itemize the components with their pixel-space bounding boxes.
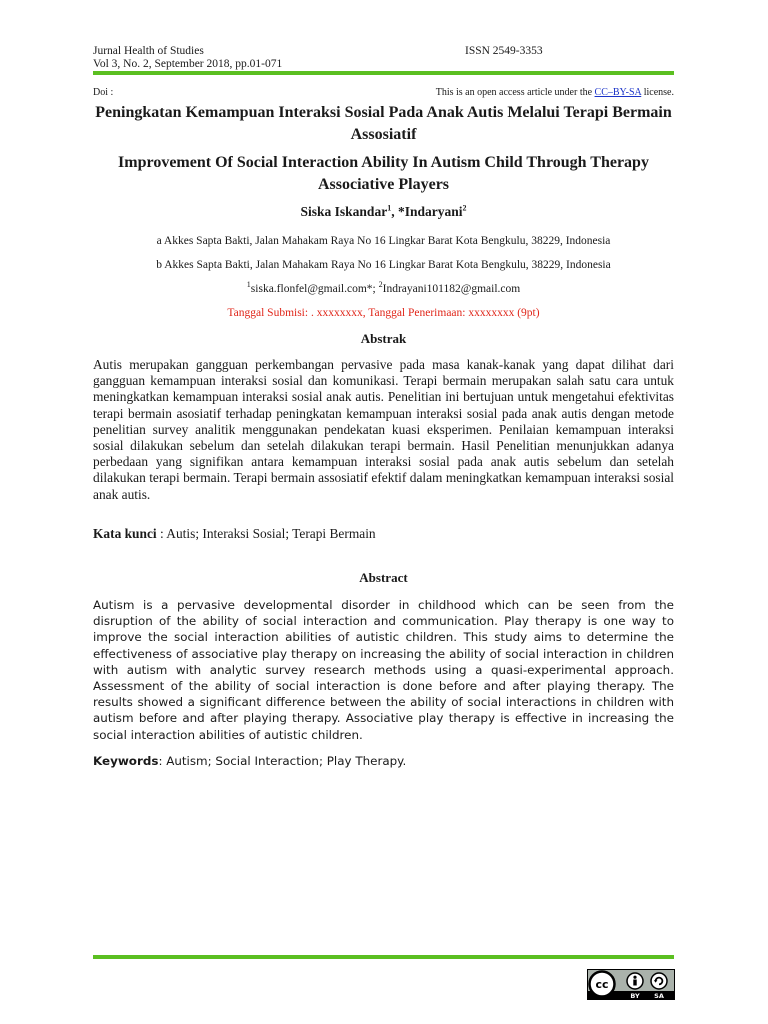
abstrak-keywords	[93, 526, 376, 542]
open-access-notice	[398, 87, 674, 99]
license-link[interactable]: CC–BY-SA	[594, 87, 642, 98]
abstract-keywords-label: Keywords	[93, 754, 159, 768]
title-indonesian: Peningkatan Kemampuan Interaksi Sosial Pada Anak Autis Melalui Terapi Bermain Assosiatif	[95, 104, 672, 143]
open-access-post: license.	[641, 87, 674, 98]
open-access-pre: This is an open access article under the	[435, 87, 595, 98]
abstract-keywords	[93, 753, 406, 769]
abstrak-keywords-text: : Autis; Interaksi Sosial; Terapi Bermain	[156, 526, 376, 541]
footer-divider	[93, 955, 674, 959]
affiliation-a: a Akkes Sapta Bakti, Jalan Mahakam Raya No 16 Lingkar Barat Kota Bengkulu, 38229, Indonesia	[156, 235, 611, 247]
author-1-sup: 1	[387, 203, 392, 213]
author-emails	[93, 282, 674, 296]
by-label: BY	[630, 992, 640, 1000]
abstrak-heading: Abstrak	[360, 331, 407, 346]
email-1-sup: 1	[246, 280, 251, 290]
email-2: Indrayani101182@gmail.com	[382, 283, 521, 295]
header-divider	[93, 71, 674, 75]
sa-label: SA	[654, 992, 664, 1000]
doi-label: Doi :	[93, 87, 114, 98]
author-2: Indaryani	[404, 204, 463, 219]
email-2-sup: 2	[378, 280, 383, 290]
email-1: siska.flonfel@gmail.com*;	[250, 283, 379, 295]
author-separator: , *	[391, 204, 405, 219]
journal-name: Jurnal Health of Studies	[93, 45, 204, 57]
abstrak-keywords-label: Kata kunci	[93, 526, 157, 541]
share-alike-icon	[651, 973, 667, 989]
abstrak-body: Autis merupakan gangguan perkembangan pervasive pada masa kanak-kanak yang dapat dilihat dari gangguan kemampuan interaksi sosial dan komunikasi. Terapi bermain merupakan salah satu cara untuk meningkatkan kemampuan interaksi sosial anak autis. Penelitian ini bertujuan untuk mengetahui efektivitas terapi bermain asosiatif terhadap peningkatan kemampuan interaksi sosial pada anak autis dengan metode penelitian survey analitik menggunakan pendekatan kuasi eksperimen. Penilaian kemampuan interaksi sosial dilakukan sebelum dan setelah dilakukan terapi bermain. Hasil Penelitian menunjukkan adanya perbedaan yang signifikan antara kemampuan interaksi sosial pada anak autis sebelum dan setelah dilakukan terapi bermain. Terapi bermain assosiatif efektif dalam meningkatkan kemampuan interaksi sosial anak autis.	[93, 357, 674, 502]
abstract-keywords-text: : Autism; Social Interaction; Play Therapy.	[158, 754, 407, 768]
author-1: Siska Iskandar	[300, 204, 388, 219]
affiliation-b: b Akkes Sapta Bakti, Jalan Mahakam Raya No 16 Lingkar Barat Kota Bengkulu, 38229, Indonesia	[156, 259, 611, 271]
title-english: Improvement Of Social Interaction Ability In Autism Child Through Therapy Associative Players	[118, 154, 649, 193]
abstract-body: Autism is a pervasive developmental disorder in childhood which can be seen from the disruption of the ability of social interaction and communication. Play therapy is one way to improve the social interaction abilities of autistic children. This study aims to determine the effectiveness of associative play therapy on increasing the ability of social interaction in children with autism with analytic survey research methods using a quasi-experimental approach. Assessment of the ability of social interaction is done before and after playing therapy. The results showed a significant difference between the ability of social interactions in children with autism before and after playing therapy. Associative play therapy is effective in increasing the social interaction abilities of autistic children.	[93, 598, 674, 742]
cc-icon-label: cc	[595, 978, 609, 991]
submission-dates: Tanggal Submisi: . xxxxxxxx, Tanggal Penerimaan: xxxxxxxx (9pt)	[227, 307, 540, 319]
volume-info: Vol 3, No. 2, September 2018, pp.01-071	[93, 58, 283, 70]
cc-by-sa-license-badge[interactable]	[587, 969, 675, 1000]
author-2-sup: 2	[462, 203, 467, 213]
abstract-heading: Abstract	[359, 570, 408, 585]
authors	[93, 203, 674, 221]
issn: ISSN 2549-3353	[465, 45, 543, 57]
